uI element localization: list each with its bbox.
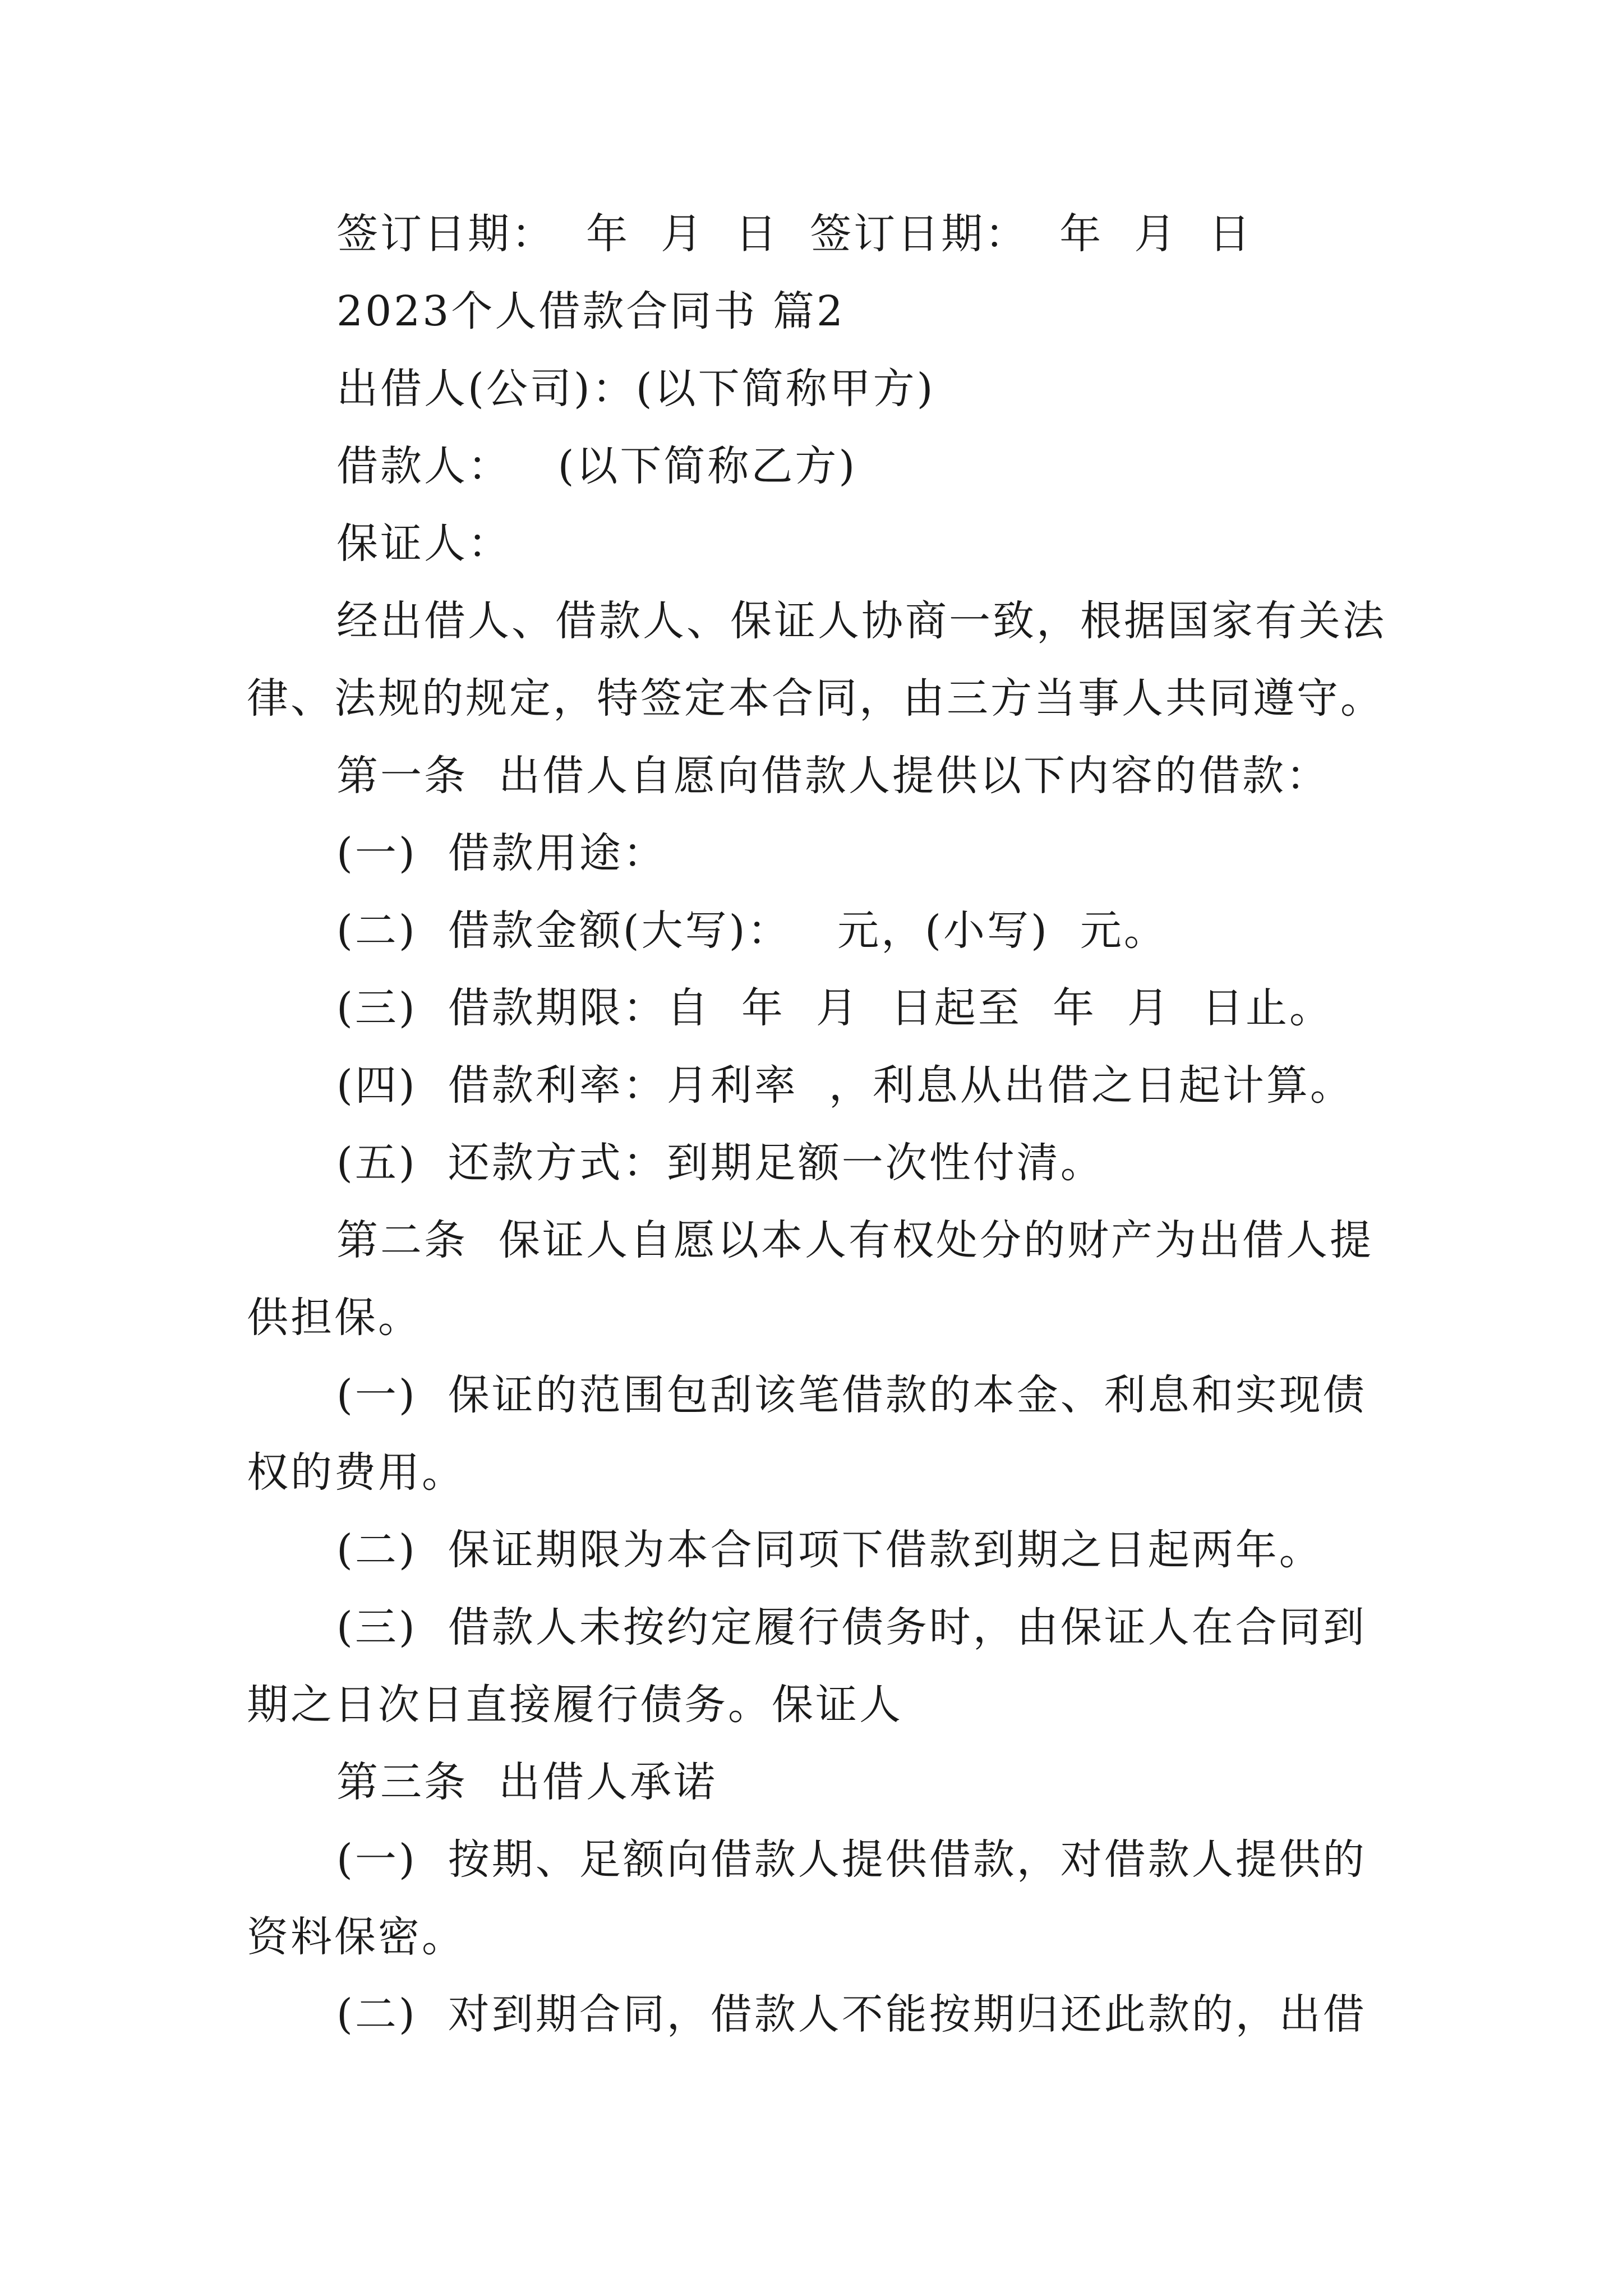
- article-3-heading: 第三条 出借人承诺: [336, 1758, 718, 1806]
- article-2-item-1-cont: 权的费用。: [247, 1448, 465, 1497]
- article-2-item-3: (三) 借款人未按约定履行债务时，由保证人在合同到: [336, 1603, 1367, 1651]
- article-1-item-3: (三) 借款期限：自 年 月 日起至 年 月 日止。: [336, 984, 1334, 1032]
- preamble-line-1: 经出借人、借款人、保证人协商一致，根据国家有关法: [336, 597, 1386, 645]
- sign-date-line: 签订日期： 年 月 日 签订日期： 年 月 日: [336, 210, 1253, 258]
- section-title: 2023个人借款合同书 篇2: [336, 287, 845, 335]
- document-body: [247, 195, 1391, 2053]
- article-1-item-5: (五) 还款方式：到期足额一次性付清。: [336, 1139, 1104, 1187]
- borrower-line: 借款人： (以下简称乙方): [336, 442, 857, 490]
- article-2-heading-cont: 供担保。: [247, 1294, 422, 1342]
- article-1-heading: 第一条 出借人自愿向借款人提供以下内容的借款：: [336, 752, 1330, 800]
- article-1-item-2: (二) 借款金额(大写)： 元，(小写) 元。: [336, 907, 1168, 955]
- article-3-item-2: (二) 对到期合同，借款人不能按期归还此款的，出借: [336, 1990, 1367, 2039]
- article-2-item-1: (一) 保证的范围包刮该笔借款的本金、利息和实现债: [336, 1371, 1367, 1419]
- article-1-item-1: (一) 借款用途：: [336, 829, 667, 877]
- preamble-line-2: 律、法规的规定，特签定本合同，由三方当事人共同遵守。: [247, 674, 1384, 723]
- article-3-item-1-cont: 资料保密。: [247, 1913, 465, 1961]
- article-2-item-3-cont: 期之日次日直接履行债务。保证人: [247, 1681, 903, 1729]
- article-3-item-1: (一) 按期、足额向借款人提供借款，对借款人提供的: [336, 1835, 1367, 1884]
- lender-line: 出借人(公司)：(以下简称甲方): [336, 365, 935, 413]
- guarantor-line: 保证人：: [336, 519, 511, 568]
- article-1-item-4: (四) 借款利率：月利率 ，利息从出借之日起计算。: [336, 1061, 1354, 1110]
- article-2-heading: 第二条 保证人自愿以本人有权处分的财产为出借人提: [336, 1216, 1374, 1264]
- article-2-item-2: (二) 保证期限为本合同项下借款到期之日起两年。: [336, 1526, 1323, 1574]
